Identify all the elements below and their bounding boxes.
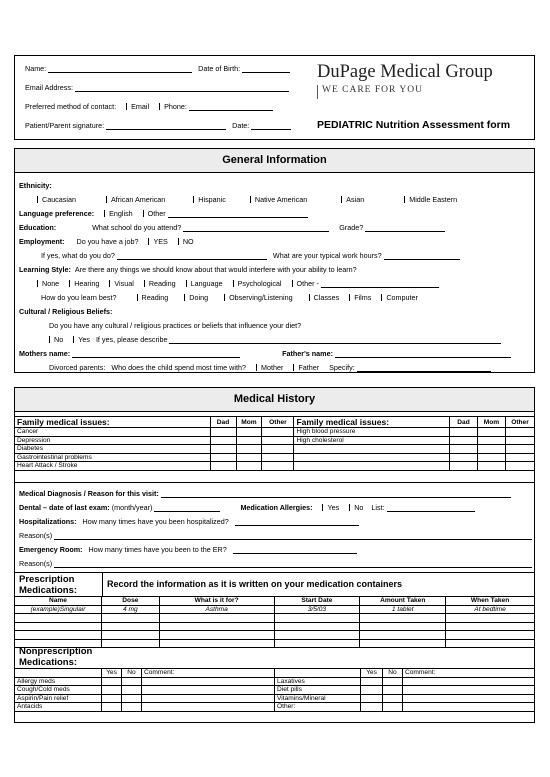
cell[interactable] — [403, 686, 535, 695]
cell[interactable] — [478, 428, 506, 437]
nonrx-item: Other: — [275, 703, 361, 712]
grade-field[interactable] — [365, 224, 445, 232]
learning-option: Reading — [148, 279, 176, 288]
nonrx-item: Aspirin/Pain relief — [15, 694, 102, 703]
ethnicity-hispanic-checkbox[interactable] — [193, 196, 194, 203]
mothers-name-field[interactable] — [72, 350, 240, 358]
specify-label: Specify: — [329, 363, 355, 372]
email-option: Email — [131, 102, 150, 111]
cell[interactable] — [478, 462, 506, 471]
language-label: Language preference: — [19, 209, 95, 218]
cell[interactable] — [159, 622, 274, 631]
allergies-no-checkbox[interactable] — [349, 504, 350, 511]
grade-question: Grade? — [339, 223, 364, 232]
cell[interactable] — [262, 428, 294, 437]
family-issue[interactable] — [294, 445, 450, 454]
prescription-instruction: Record the information as it is written on your medication containers — [107, 579, 403, 589]
learn-best-option: Films — [354, 293, 372, 302]
cell[interactable] — [403, 677, 535, 686]
cell[interactable] — [383, 686, 403, 695]
cell[interactable] — [210, 462, 236, 471]
hours-question: What are your typical work hours? — [272, 251, 382, 260]
family-issue[interactable] — [294, 453, 450, 462]
rx-col-dose: Dose — [101, 597, 159, 606]
name-field[interactable] — [48, 65, 192, 73]
cell[interactable] — [446, 614, 535, 623]
learning-other-checkbox[interactable] — [292, 280, 293, 287]
rx-col-when: When Taken — [446, 597, 535, 606]
cultural-yes: Yes — [78, 335, 90, 344]
cell[interactable] — [274, 614, 360, 623]
header-box — [14, 55, 535, 140]
cell[interactable] — [236, 436, 262, 445]
rx-row — [15, 631, 535, 640]
dental-label: Dental – date of last exam: — [19, 503, 110, 512]
hospital-question: How many times have you been hospitalized? — [82, 517, 229, 526]
cell[interactable] — [262, 436, 294, 445]
diagnosis-label: Medical Diagnosis / Reason for this visit: — [19, 489, 159, 498]
cell[interactable] — [360, 614, 446, 623]
cultural-question: Do you have any cultural / religious practices or beliefs that influence your diet? — [49, 321, 302, 330]
rx-example-amount: 1 tablet — [360, 605, 446, 614]
brand-name: DuPage Medical Group — [317, 62, 493, 82]
ethnicity-option: Native American — [254, 195, 308, 204]
name-label: Name: — [25, 64, 47, 73]
learn-classes-checkbox[interactable] — [309, 294, 310, 301]
cell[interactable] — [383, 694, 403, 703]
job-no: NO — [182, 237, 194, 246]
allergies-yes: Yes — [327, 503, 340, 512]
rx-example-purpose: Asthma — [159, 605, 274, 614]
family-header-right: Family medical issues: — [294, 417, 450, 428]
education-label: Education: — [19, 223, 57, 232]
cultural-yes-checkbox[interactable] — [73, 336, 74, 343]
spend-father-checkbox[interactable] — [293, 364, 294, 371]
school-question: What school do you attend? — [92, 223, 182, 232]
learning-reading-checkbox[interactable] — [144, 280, 145, 287]
learn-best-question: How do you learn best? — [41, 293, 117, 302]
signature-label: Patient/Parent signature: — [25, 121, 105, 130]
nonrx-comment: Comment: — [142, 669, 275, 678]
cell[interactable] — [450, 462, 478, 471]
dob-field[interactable] — [242, 65, 290, 73]
ethnicity-option: Caucasian — [42, 195, 76, 204]
job-no-checkbox[interactable] — [178, 238, 179, 245]
learning-option: Other - — [296, 279, 319, 288]
signature-field[interactable] — [106, 122, 226, 130]
learn-reading-checkbox[interactable] — [137, 294, 138, 301]
cell[interactable] — [505, 436, 534, 445]
learning-option: None — [42, 279, 60, 288]
col-mom: Mom — [478, 417, 506, 428]
brand-logo — [317, 62, 527, 99]
cell[interactable] — [236, 462, 262, 471]
nonrx-table — [14, 668, 535, 712]
school-field[interactable] — [183, 224, 329, 232]
cell[interactable] — [505, 428, 534, 437]
family-issue: Diabetes — [15, 445, 211, 454]
allergies-list-label: List: — [371, 503, 385, 512]
cell[interactable] — [101, 631, 159, 640]
job-yes-checkbox[interactable] — [148, 238, 149, 245]
cell[interactable] — [102, 703, 122, 712]
cell[interactable] — [142, 686, 275, 695]
family-issue: Gastrointestinal problems — [15, 453, 211, 462]
cultural-no: No — [54, 335, 64, 344]
language-english-checkbox[interactable] — [104, 210, 105, 217]
hospital-reasons-field[interactable] — [54, 532, 532, 540]
cell[interactable] — [102, 677, 122, 686]
ethnicity-native-american-checkbox[interactable] — [250, 196, 251, 203]
job-question: Do you have a job? — [76, 237, 139, 246]
cell[interactable] — [210, 428, 236, 437]
ethnicity-option: Asian — [346, 195, 365, 204]
employment-label: Employment: — [19, 237, 65, 246]
cell[interactable] — [101, 622, 159, 631]
hospital-count-field[interactable] — [235, 518, 359, 526]
nonrx-item-col — [15, 669, 102, 678]
rx-row — [15, 614, 535, 623]
nonrx-yes: Yes — [102, 669, 122, 678]
cell[interactable] — [446, 631, 535, 640]
learning-question: Are there any things we should know about that would interfere with your ability to learn? — [74, 265, 357, 274]
phone-checkbox[interactable] — [159, 103, 160, 110]
cell[interactable] — [446, 639, 535, 648]
col-dad: Dad — [450, 417, 478, 428]
language-option: English — [109, 209, 133, 218]
cell[interactable] — [450, 445, 478, 454]
allergies-list-field[interactable] — [387, 504, 475, 512]
cell[interactable] — [262, 453, 294, 462]
learning-psychological-checkbox[interactable] — [233, 280, 234, 287]
learn-best-option: Reading — [141, 293, 169, 302]
ethnicity-caucasian-checkbox[interactable] — [37, 196, 38, 203]
cell[interactable] — [361, 686, 383, 695]
er-count-field[interactable] — [233, 546, 357, 554]
cell[interactable] — [478, 436, 506, 445]
nonrx-item: Allergy meds — [15, 677, 102, 686]
nonrx-yes: Yes — [361, 669, 383, 678]
nonrx-comment: Comment: — [403, 669, 535, 678]
cell[interactable] — [274, 639, 360, 648]
cell[interactable] — [210, 436, 236, 445]
cell[interactable] — [236, 453, 262, 462]
cell[interactable] — [478, 445, 506, 454]
phone-field[interactable] — [189, 103, 273, 111]
rx-example-when: At bedtime — [446, 605, 535, 614]
cell[interactable] — [159, 614, 274, 623]
cell[interactable] — [210, 453, 236, 462]
cell[interactable] — [122, 686, 142, 695]
cell[interactable] — [15, 614, 102, 623]
cell[interactable] — [361, 694, 383, 703]
learning-option: Language — [190, 279, 223, 288]
cell[interactable] — [262, 462, 294, 471]
rx-row — [15, 622, 535, 631]
date-label: Date: — [232, 121, 250, 130]
cultural-describe-field[interactable] — [169, 336, 501, 344]
cell[interactable] — [210, 445, 236, 454]
spend-mother-checkbox[interactable] — [256, 364, 257, 371]
nonrx-label: Nonprescription Medications: — [19, 646, 93, 668]
diagnosis-field[interactable] — [161, 490, 511, 498]
learning-option: Psychological — [237, 279, 282, 288]
date-field[interactable] — [251, 122, 291, 130]
learning-none-checkbox[interactable] — [37, 280, 38, 287]
er-reasons-label: Reason(s) — [19, 559, 53, 568]
contact-label: Preferred method of contact: — [25, 102, 117, 111]
cell[interactable] — [236, 428, 262, 437]
family-issues-table — [14, 416, 535, 471]
medical-history-section — [14, 387, 535, 723]
learning-language-checkbox[interactable] — [186, 280, 187, 287]
mothers-name-label: Mothers name: — [19, 349, 71, 358]
job-yes: YES — [153, 237, 168, 246]
medical-history-title: Medical History — [15, 388, 534, 412]
col-other: Other — [262, 417, 294, 428]
dental-field[interactable] — [154, 504, 220, 512]
general-info-section — [14, 148, 535, 373]
learning-option: Hearing — [74, 279, 100, 288]
prescription-divider — [15, 572, 534, 573]
allergies-yes-checkbox[interactable] — [322, 504, 323, 511]
family-issue: Heart Attack / Stroke — [15, 462, 211, 471]
cell[interactable] — [383, 677, 403, 686]
ethnicity-option: Hispanic — [198, 195, 226, 204]
rx-col-purpose: What is it for? — [159, 597, 274, 606]
form-title: PEDIATRIC Nutrition Assessment form — [317, 119, 511, 131]
nonrx-item: Antacids — [15, 703, 102, 712]
cell[interactable] — [274, 622, 360, 631]
cell[interactable] — [102, 686, 122, 695]
cell[interactable] — [159, 639, 274, 648]
fathers-name-field[interactable] — [335, 350, 511, 358]
dental-format: (month/year) — [111, 503, 153, 512]
cell[interactable] — [361, 703, 383, 712]
cell[interactable] — [236, 445, 262, 454]
cell[interactable] — [142, 694, 275, 703]
cell[interactable] — [15, 622, 102, 631]
er-reasons-field[interactable] — [54, 560, 532, 568]
ethnicity-middle-eastern-checkbox[interactable] — [404, 196, 405, 203]
cell[interactable] — [403, 703, 535, 712]
hospital-label: Hospitalizations: — [19, 517, 77, 526]
family-issue: Cancer — [15, 428, 211, 437]
rx-col-start: Start Date — [274, 597, 360, 606]
spend-mother: Mother — [260, 363, 284, 372]
family-issue: Depression — [15, 436, 211, 445]
cell[interactable] — [101, 614, 159, 623]
cell[interactable] — [360, 631, 446, 640]
cell[interactable] — [450, 428, 478, 437]
nonrx-no: No — [122, 669, 142, 678]
ethnicity-option: African American — [110, 195, 166, 204]
cell[interactable] — [15, 631, 102, 640]
cell[interactable] — [478, 453, 506, 462]
nonrx-item-col-right — [275, 669, 361, 678]
family-header-left: Family medical issues: — [15, 417, 211, 428]
learning-visual-checkbox[interactable] — [109, 280, 110, 287]
learn-doing-checkbox[interactable] — [184, 294, 185, 301]
cell[interactable] — [122, 703, 142, 712]
family-issue: High blood pressure — [294, 428, 450, 437]
allergies-label: Medication Allergies: — [240, 503, 313, 512]
cell[interactable] — [505, 462, 534, 471]
job-what-question: If yes, what do you do? — [41, 251, 115, 260]
rx-col-amount: Amount Taken — [360, 597, 446, 606]
cell[interactable] — [142, 677, 275, 686]
divorced-question: Who does the child spend most time with? — [111, 363, 246, 372]
cell[interactable] — [383, 703, 403, 712]
learning-option: Visual — [114, 279, 134, 288]
col-mom: Mom — [236, 417, 262, 428]
rx-col-name: Name — [15, 597, 102, 606]
cultural-describe: If yes, please describe — [95, 335, 168, 344]
cell[interactable] — [274, 631, 360, 640]
allergies-no: No — [354, 503, 364, 512]
specify-field[interactable] — [357, 364, 491, 372]
cell[interactable] — [505, 445, 534, 454]
nonrx-no: No — [383, 669, 403, 678]
cell[interactable] — [142, 703, 275, 712]
ethnicity-label: Ethnicity: — [19, 181, 52, 190]
diagnosis-divider — [15, 482, 534, 483]
brand-divider — [317, 85, 527, 99]
brand-tagline: WE CARE FOR YOU — [322, 85, 423, 95]
ethnicity-option: Middle Eastern — [409, 195, 458, 204]
phone-option: Phone: — [164, 102, 187, 111]
learn-best-option: Classes — [313, 293, 340, 302]
fathers-name-label: Father's name: — [282, 349, 333, 358]
cell[interactable] — [101, 639, 159, 648]
learning-label: Learning Style: — [19, 265, 71, 274]
prescription-label: Prescription Medications: — [19, 574, 78, 596]
cell[interactable] — [122, 677, 142, 686]
learn-best-option: Doing — [189, 293, 209, 302]
learn-computer-checkbox[interactable] — [381, 294, 382, 301]
dob-label: Date of Birth: — [198, 64, 241, 73]
rx-example-dose: 4 mg — [101, 605, 159, 614]
ethnicity-african-american-checkbox[interactable] — [106, 196, 107, 203]
email-checkbox[interactable] — [126, 103, 127, 110]
prescription-label-divider — [102, 572, 103, 596]
job-what-field[interactable] — [117, 252, 267, 260]
cell[interactable] — [159, 631, 274, 640]
er-label: Emergency Room: — [19, 545, 83, 554]
language-other-field[interactable] — [168, 210, 308, 218]
er-question: How many times have you been to the ER? — [88, 545, 227, 554]
ethnicity-asian-checkbox[interactable] — [341, 196, 342, 203]
cell[interactable] — [360, 622, 446, 631]
learning-other-field[interactable] — [321, 280, 439, 288]
general-info-title: General Information — [15, 149, 534, 173]
language-other-checkbox[interactable] — [143, 210, 144, 217]
nonrx-item: Cough/Cold meds — [15, 686, 102, 695]
family-issue: High cholesterol — [294, 436, 450, 445]
family-issue[interactable] — [294, 462, 450, 471]
learn-best-option: Observing/Listening — [229, 293, 293, 302]
email-label: Email Address: — [25, 83, 73, 92]
cell[interactable] — [361, 677, 383, 686]
col-other: Other — [505, 417, 534, 428]
col-dad: Dad — [210, 417, 236, 428]
cell[interactable] — [122, 694, 142, 703]
cell[interactable] — [262, 445, 294, 454]
learn-observing-checkbox[interactable] — [224, 294, 225, 301]
email-field[interactable] — [75, 84, 289, 92]
nonrx-item: Diet pills — [275, 686, 361, 695]
prescription-table — [14, 596, 535, 648]
hospital-reasons-label: Reason(s) — [19, 531, 53, 540]
nonrx-item: Laxatives — [275, 677, 361, 686]
cell[interactable] — [403, 694, 535, 703]
cell[interactable] — [505, 453, 534, 462]
learn-films-checkbox[interactable] — [349, 294, 350, 301]
learn-best-option: Computer — [386, 293, 418, 302]
cell[interactable] — [102, 694, 122, 703]
learning-hearing-checkbox[interactable] — [69, 280, 70, 287]
spend-father: Father — [298, 363, 320, 372]
language-option: Other — [147, 209, 166, 218]
divorced-label: Divorced parents: — [49, 363, 106, 372]
cell[interactable] — [360, 639, 446, 648]
cell[interactable] — [450, 453, 478, 462]
rx-example-name: (example)Singulair — [15, 605, 102, 614]
cultural-no-checkbox[interactable] — [49, 336, 50, 343]
cell[interactable] — [450, 436, 478, 445]
cultural-label: Cultural / Religious Beliefs: — [19, 307, 113, 316]
nonrx-item: Vitamins/Mineral — [275, 694, 361, 703]
rx-example-start: 3/5/03 — [274, 605, 360, 614]
hours-field[interactable] — [384, 252, 460, 260]
cell[interactable] — [446, 622, 535, 631]
